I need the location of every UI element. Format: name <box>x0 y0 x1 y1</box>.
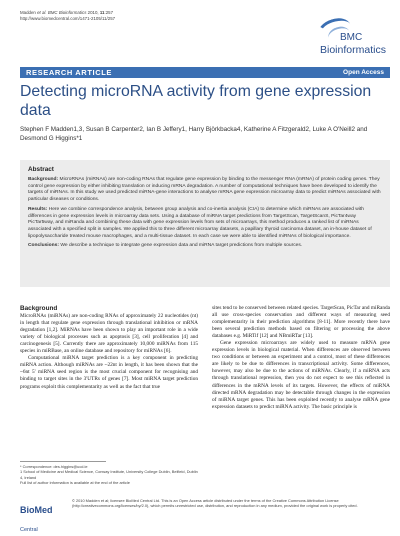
open-access-label: Open Access <box>343 68 384 76</box>
brand-bold: BioMed <box>20 505 53 515</box>
abstract-results-label: Results: <box>28 206 48 212</box>
footnote-divider <box>20 461 106 462</box>
abstract-background-text: MicroRNAs (miRNAs) are non-coding RNAs that regulate gene expression by binding to the messenger RNA (mRNA) of protein coding genes. They control gene expression by either inhibiting translation or inducing mRNA degradation. A number of computational techniques have been developed to identify the targets of miRNAs. In this study we used predicted miRNA-gene interactions to analyse mRNA gene expression microarray data to predict miRNAs associated with particular diseases or conditions. <box>28 177 381 203</box>
journal-logo <box>318 19 390 63</box>
affiliation-note: 1 School of Medicine and Medical Science, Conway Institute, University College Dublin, Belfield, Dublin 4, Ireland <box>20 469 198 480</box>
correspondence-note: * Correspondence: des.higgins@ucd.ie <box>20 464 88 469</box>
article-title: Detecting microRNA activity from gene expression data <box>20 83 372 119</box>
abstract-results <box>28 207 382 241</box>
article-type-band <box>20 67 390 78</box>
body-paragraph: Computational miRNA target prediction is a key component in predicting miRNA action. Although miRNAs are ~22nt in length, it has been shown that the ~6nt 5' miRNA seed region is the most crucial component for recognising and binding to target sites in the 3'UTRs of genes [7]. Most miRNA target prediction programs exploit this complementarity as well as the fact that true <box>20 355 198 390</box>
citation-year: 2010, <box>86 10 100 15</box>
citation-authors: Madden <box>20 10 38 15</box>
citation-etal: et al. <box>37 10 47 15</box>
abstract-background-label: Background: <box>28 177 59 182</box>
article-type-label: RESEARCH ARTICLE <box>26 68 112 77</box>
logo-text-bmc: BMC <box>340 32 363 43</box>
license-text: © 2010 Madden et al; licensee BioMed Central Ltd. This is an Open Access article distributed under the terms of the Creative Commons Attribution License (http://creativecommons.org/licenses/by/2.0), which permits unrestricted use, distribution, and reproduction in any medium, provided the original work is properly cited. <box>72 498 358 509</box>
abstract-conclusions-label: Conclusions: <box>28 243 59 249</box>
brand-rest: Central <box>20 527 38 533</box>
author-list: Stephen F Madden1,3, Susan B Carpenter2, Ian B Jeffery1, Harry Björkbacka4, Katherine A Fitzgerald2, Luke A O'Neill2 and Desmond G Higgins*1 <box>20 126 368 142</box>
background-heading: Background <box>20 305 58 312</box>
footnotes <box>20 464 200 486</box>
citation-page: :257 <box>104 10 114 15</box>
affiliation-more-note: Full list of author information is available at the end of the article <box>20 480 130 486</box>
body-paragraph: Gene expression microarrays are widely used to measure mRNA gene expression levels in biological material. When differences are observed between two conditions or between an experiment and a control, most of these differences are likely to be due to differences in transcriptional activity. Some differences, however, may also be due to the actions of miRNAs. Clearly, if a miRNA acts through translational repression, then you do not expect to see this reflected in differences in the mRNA levels of its targets. However, the effects of miRNA directed mRNA degradation may be detectable through changes in the expression of miRNA target genes. This has been exploited recently to analyse mRNA gene expression datasets to predict miRNA activity. The basic principle is <box>212 340 390 410</box>
body-column-left <box>20 305 198 391</box>
abstract-box <box>20 160 390 287</box>
citation-volume: 11 <box>99 10 105 15</box>
abstract-conclusions-text: We describe a technique to integrate gene expression data and miRNA target predictions from multiple sources. <box>58 243 303 249</box>
article-meta <box>20 10 115 22</box>
article-url[interactable]: http://www.biomedcentral.com/1471-2105/11/257 <box>20 16 116 21</box>
abstract-heading: Abstract <box>28 166 54 173</box>
abstract-background <box>28 177 382 204</box>
citation-journal: BMC Bioinformatics <box>46 10 87 15</box>
abstract-conclusions <box>28 243 382 250</box>
page-footer <box>20 498 390 533</box>
body-paragraph: sites tend to be conserved between related species. TargetScan, PicTar and miRanda all use cross-species conservation and different ways of measuring seed complementarity in their prediction algorithms [8-11]. More recently there have been several prediction methods based on filtering or processing the above databases e.g. MiRTif [12] and NBmiRTar [13]. <box>212 305 390 340</box>
logo-text-journal: Bioinformatics <box>320 44 386 56</box>
biomed-central-logo <box>20 500 66 533</box>
body-paragraph: MicroRNAs (miRNAs) are non-coding RNAs of approximately 22 nucleotides (nt) in length that regulate gene expression through translational inhibition or mRNA degradation [1,2]. MiRNAs have been shown to play an important role in a wide variety of biological processes such as apoptosis [3], cell proliferation [4] and carcinogenesis [5]. Currently there are approximately 10,000 miRNAs from 115 species in miRBase, an online database and repository for miRNAs [6]. <box>20 313 198 355</box>
abstract-results-text: Here we combine correspondence analysis, between group analysis and co-inertia analysis (CIA) to determine which miRNAs are associated with differences in gene expression levels in microarray data sets. Using a database of miRNA target predictions from TargetScan, TargetScanS, PicTar4way PicTar5way, and miRanda and combining these data with gene expression levels from sets of microarrays, this method produces a ranked list of miRNAs associated with a specified split in samples. We applied this to three different microarray datasets, a papillary thyroid carcinoma dataset, an in-house dataset of lipopolysaccharide treated mouse macrophages, and a multi-tissue dataset. In each case we were able to identified miRNAs of biological importance. <box>28 206 372 239</box>
body-column-right <box>212 305 390 411</box>
